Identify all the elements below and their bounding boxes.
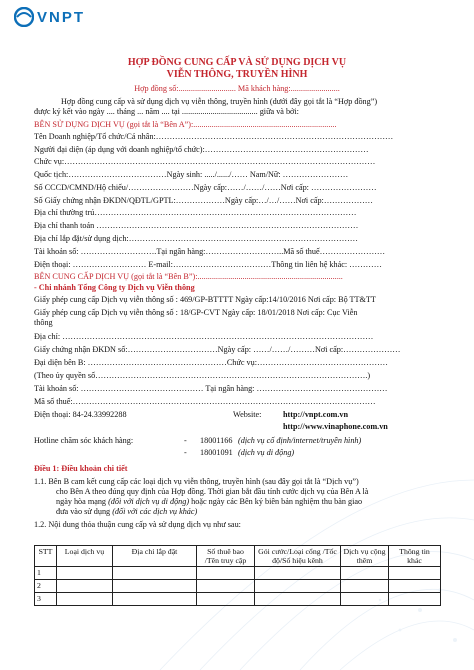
table-cell[interactable] [389,580,441,593]
table-header-cell: Dịch vụ cộng thêm [341,546,389,567]
party-a-field: Điện thoại: ……………………… E-mail:………………………………Thông tin liên hệ khác: ………… [34,260,382,269]
article1-p1-line1: 1.1. Bên B cam kết cung cấp các loại dịch vụ viễn thông, truyền hình (sau đây gọi tắt là “Dịch vụ”) [34,477,359,486]
table-cell[interactable] [57,580,113,593]
hotline-bullet: - [184,448,187,457]
table-cell[interactable] [389,567,441,580]
hotline-description: (dịch vụ di động) [238,448,295,457]
table-header-cell: Số thuê bao /Tên truy cập [197,546,255,567]
party-a-field: Quốc tịch:………………………………Ngày sinh: ...../....../…… Nam/Nữ: …………………… [34,170,349,179]
party-a-field: Địa chỉ thường trú…………………………………………………………………………………… [34,208,357,217]
party-b-heading: BÊN CUNG CẤP DỊCH VỤ (gọi tắt là “Bên B”):....................................................................... [34,272,343,281]
table-cell[interactable] [113,580,197,593]
article1-p1-line3: ngày hòa mạng (đối với dịch vụ di động) hoặc ngày các Bên ký biên bản nghiệm thu bàn giao [56,497,363,506]
table-header-row [35,546,441,567]
table-cell: 3 [35,593,57,606]
hotline-description: (dịch vụ cố định/internet/truyền hình) [238,436,362,445]
party-b-field: Địa chỉ: …………………………………………………………………………………………………… [34,332,374,341]
party-b-field: Giấy chứng nhận ĐKDN số:……………………………Ngày cấp: ……/……/………Nơi cấp:………………… [34,345,401,354]
table-cell[interactable] [255,567,341,580]
vnpt-logo-icon [14,7,34,27]
table-cell[interactable] [341,580,389,593]
party-a-field: Chức vụ:…………………………………………………………………………………………………… [34,157,376,166]
hotline-number: 18001166 [200,436,233,445]
contract-title-line1: HỢP ĐỒNG CUNG CẤP VÀ SỬ DỤNG DỊCH VỤ [127,57,347,68]
table-header-cell: Gói cước/Loại cổng /Tốc độ/Số hiệu kênh [255,546,341,567]
table-header-cell: STT [35,546,57,567]
article1-p1-line4: đưa vào sử dụng (đối với các dịch vụ khác) [56,507,198,516]
contract-title-line2: VIỄN THÔNG, TRUYỀN HÌNH [166,69,308,80]
party-b-field: Mã số thuế:………………………………………………………………………………………………… [34,397,376,406]
party-b-license1: Giấy phép cung cấp Dịch vụ viễn thông số : 469/GP-BTTTT Ngày cấp:14/10/2016 Nơi cấp: Bộ TT&TT [34,295,376,304]
table-header-cell: Địa chỉ lắp đặt [113,546,197,567]
website-label: Website: [233,410,262,419]
table-cell[interactable] [113,567,197,580]
table-cell[interactable] [389,593,441,606]
party-a-field: Người đại diện (áp dụng với doanh nghiệp/tổ chức):…………………………………………………… [34,145,369,154]
article1-p2: 1.2. Nội dung thỏa thuận cung cấp và sử dụng dịch vụ như sau: [34,520,241,529]
table-cell[interactable] [113,593,197,606]
party-b-field: (Theo ủy quyền số……………………………………………………………………………………….) [34,371,371,380]
party-b-license2: Giấy phép cung cấp Dịch vụ viễn thông số : 18/GP-CVT Ngày cấp: 18/01/2018 Nơi cấp: Cục Viễn [34,308,358,317]
party-b-field: Đại diện bên B: ……………………………………………Chức vụ:………………………………………… [34,358,388,367]
table-cell[interactable] [57,567,113,580]
table-cell[interactable] [255,593,341,606]
intro-line1: Hợp đồng cung cấp và sử dụng dịch vụ viễn thông, truyền hình (dưới đây gọi tắt là “Hợp đồng”) [61,97,378,106]
table-cell: 1 [35,567,57,580]
party-a-field: Địa chỉ thanh toán …………………………………………………………………………………… [34,221,359,230]
party-b-phone: Điện thoại: 84-24.33992288 [34,410,127,419]
table-cell[interactable] [341,567,389,580]
party-b-field: Tài khoản số: ……………………………………… Tại ngân hàng: ………………………………………… [34,384,388,393]
party-b-license2-cont: thông [34,318,53,327]
article1-heading: Điều 1: Điều khoản chi tiết [34,464,128,473]
table-header-cell: Loại dịch vụ [57,546,113,567]
table-cell[interactable] [57,593,113,606]
table-row [35,567,441,580]
party-a-field: Tên Doanh nghiệp/Tổ chức/Cá nhân:…………………………………………………………………………… [34,132,394,141]
service-table [34,545,441,606]
hotline-number: 18001091 [200,448,233,457]
vnpt-logo [14,5,85,29]
article1-p1-line2: cho Bên A theo đúng quy định của Hợp đồng. Thời gian bắt đầu tính cước dịch vụ của Bên A là [56,487,369,496]
party-a-field: Số CCCD/CMND/Hộ chiếu/……………………Ngày cấp:……/……/……Nơi cấp: …………………… [34,183,377,192]
table-cell[interactable] [341,593,389,606]
contract-number-line: Hợp đồng số:............................ Mã khách hàng:........................ [134,84,340,93]
hotline-label: Hotline chăm sóc khách hàng: [34,436,134,445]
logo-text: VNPT [37,8,86,26]
website-link[interactable]: http://vnpt.com.vn [283,410,349,419]
party-a-field: Địa chỉ lắp đặt/sử dụng dịch:………………………………………………………………………… [34,234,358,243]
table-cell: 2 [35,580,57,593]
party-b-branch: - Chi nhánh Tổng Công ty Dịch vụ Viễn thông [34,283,195,292]
table-header-cell: Thông tin khác [389,546,441,567]
table-row [35,580,441,593]
table-cell[interactable] [197,567,255,580]
table-cell[interactable] [197,580,255,593]
table-row [35,593,441,606]
table-cell[interactable] [255,580,341,593]
intro-line2: được ký kết vào ngày .... tháng ... năm .... tại ..................................... giữa và bởi: [34,107,299,116]
party-a-field: Tài khoản số: ……………………….Tại ngân hàng:………………………..Mã số thuế…………………… [34,247,386,256]
party-a-heading: BÊN SỬ DỤNG DỊCH VỤ (gọi tắt là “Bên A”):...................................................................... [34,120,337,129]
table-cell[interactable] [197,593,255,606]
hotline-bullet: - [184,436,187,445]
party-a-field: Số Giấy chứng nhận ĐKDN/QĐTL/GPTL:………………Ngày cấp:…/…/……Nơi cấp:……………… [34,196,373,205]
website-link[interactable]: http://www.vinaphone.com.vn [283,422,388,431]
